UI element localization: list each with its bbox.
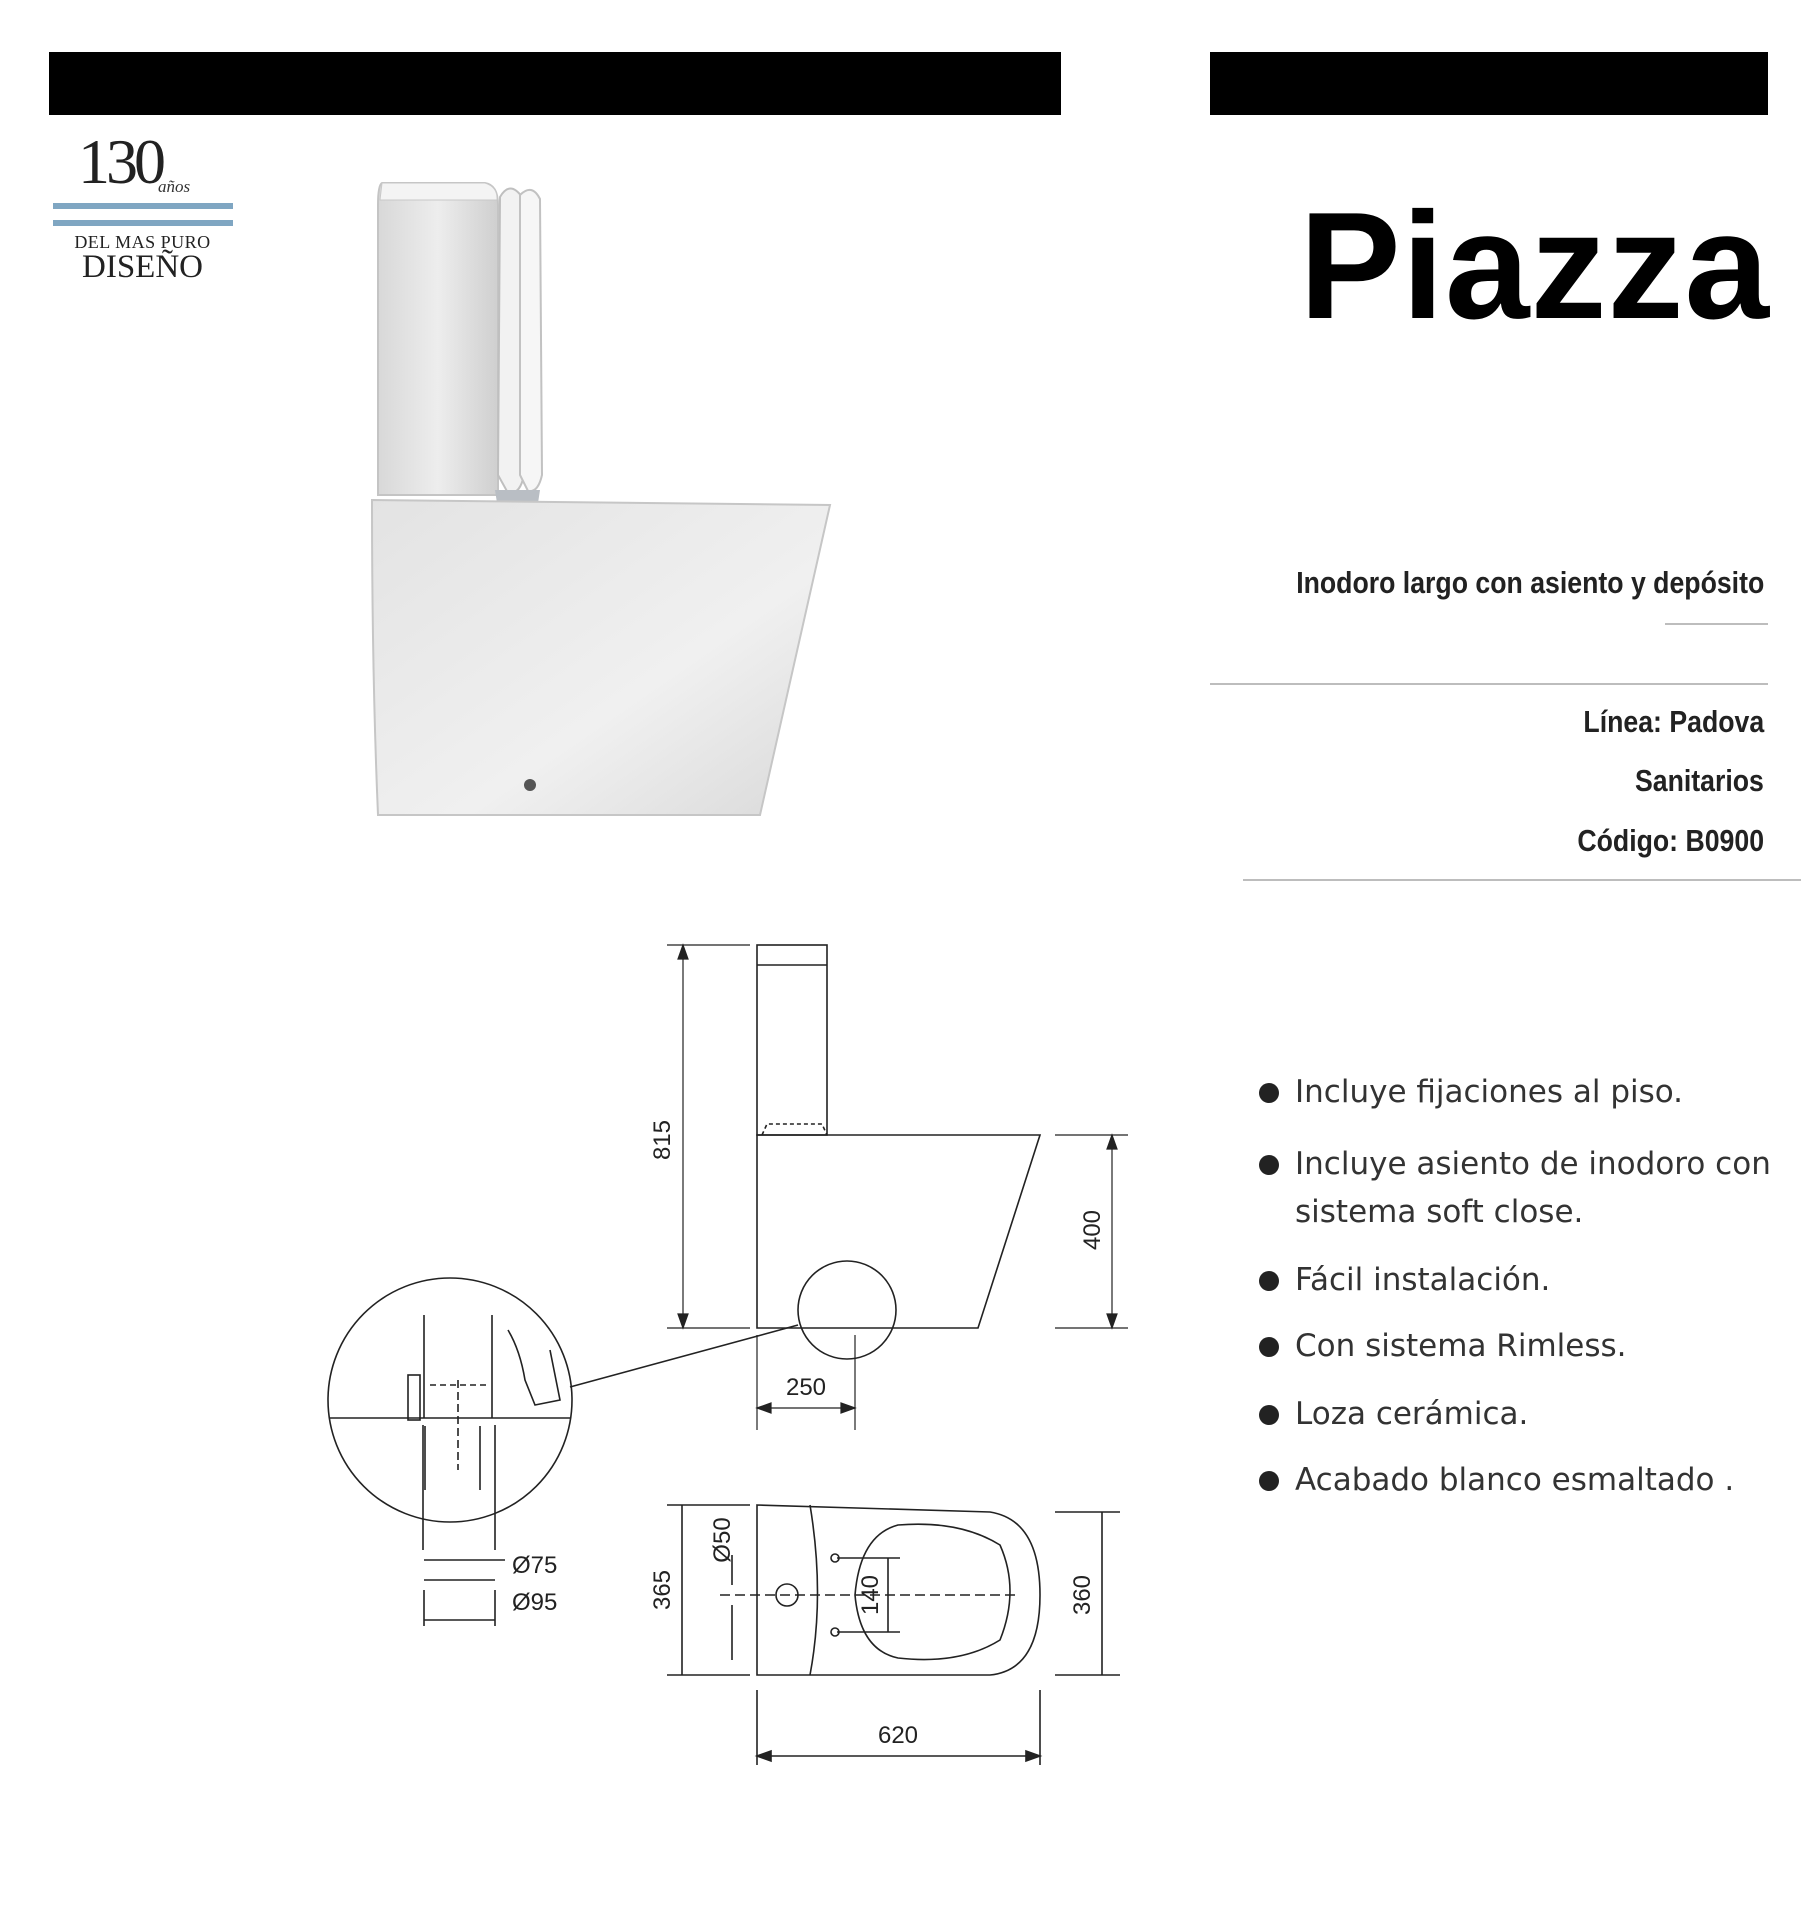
divider <box>1210 683 1768 685</box>
divider <box>1243 879 1801 881</box>
bullet-icon <box>1259 1155 1279 1175</box>
dim-width-bowl: 360 <box>1069 1574 1096 1616</box>
dim-inlet-diameter: Ø50 <box>709 1517 736 1563</box>
side-view <box>570 945 1040 1387</box>
feature-item <box>1255 1256 1795 1304</box>
product-category: Sanitarios <box>1635 763 1764 798</box>
header-bar-left <box>49 52 1061 115</box>
feature-text: Fácil instalación. <box>1295 1262 1551 1298</box>
dim-bowl-height: 400 <box>1079 1209 1106 1251</box>
dim-pipe-outer: Ø95 <box>512 1589 558 1616</box>
header-bar-right <box>1210 52 1768 115</box>
feature-text: Con sistema Rimless. <box>1295 1328 1627 1364</box>
feature-item <box>1255 1456 1795 1504</box>
dim-pipe-inner: Ø75 <box>512 1552 558 1579</box>
feature-item <box>1255 1322 1795 1370</box>
feature-item <box>1255 1068 1795 1116</box>
logo-anos: años <box>158 177 191 196</box>
dim-outlet-distance: 250 <box>785 1374 827 1401</box>
technical-drawing <box>320 930 1140 1780</box>
feature-text: Incluye fijaciones al piso. <box>1295 1074 1684 1110</box>
bullet-icon <box>1259 1083 1279 1103</box>
product-subtitle: Inodoro largo con asiento y depósito <box>1295 565 1764 600</box>
features-list <box>1255 1068 1795 1504</box>
product-line: Línea: Padova <box>1583 704 1764 739</box>
dim-width-back: 365 <box>649 1569 676 1611</box>
product-photo <box>360 175 840 825</box>
bullet-icon <box>1259 1405 1279 1425</box>
feature-text: Loza cerámica. <box>1295 1396 1529 1432</box>
logo-stripe <box>53 203 233 209</box>
feature-text: Incluye asiento de inodoro con sistema soft close. <box>1295 1146 1771 1230</box>
bullet-icon <box>1259 1271 1279 1291</box>
feature-item <box>1255 1140 1795 1236</box>
dimension-lines <box>667 945 1128 1430</box>
product-title: Piazza <box>1299 181 1770 351</box>
product-code: Código: B0900 <box>1577 823 1764 858</box>
dim-length: 620 <box>877 1722 919 1749</box>
brand-logo <box>50 125 235 285</box>
dim-total-height: 815 <box>649 1119 676 1161</box>
logo-stripe <box>53 220 233 226</box>
logo-tagline-2: DISEÑO <box>82 249 203 285</box>
logo-number: 130 <box>78 126 162 197</box>
feature-item <box>1255 1390 1795 1438</box>
logo-tagline-1: DEL MAS PURO <box>74 232 211 252</box>
bullet-icon <box>1259 1471 1279 1491</box>
divider <box>1665 623 1768 625</box>
bullet-icon <box>1259 1337 1279 1357</box>
feature-text: Acabado blanco esmaltado . <box>1295 1462 1735 1498</box>
dim-fixing-spacing: 140 <box>857 1574 884 1616</box>
